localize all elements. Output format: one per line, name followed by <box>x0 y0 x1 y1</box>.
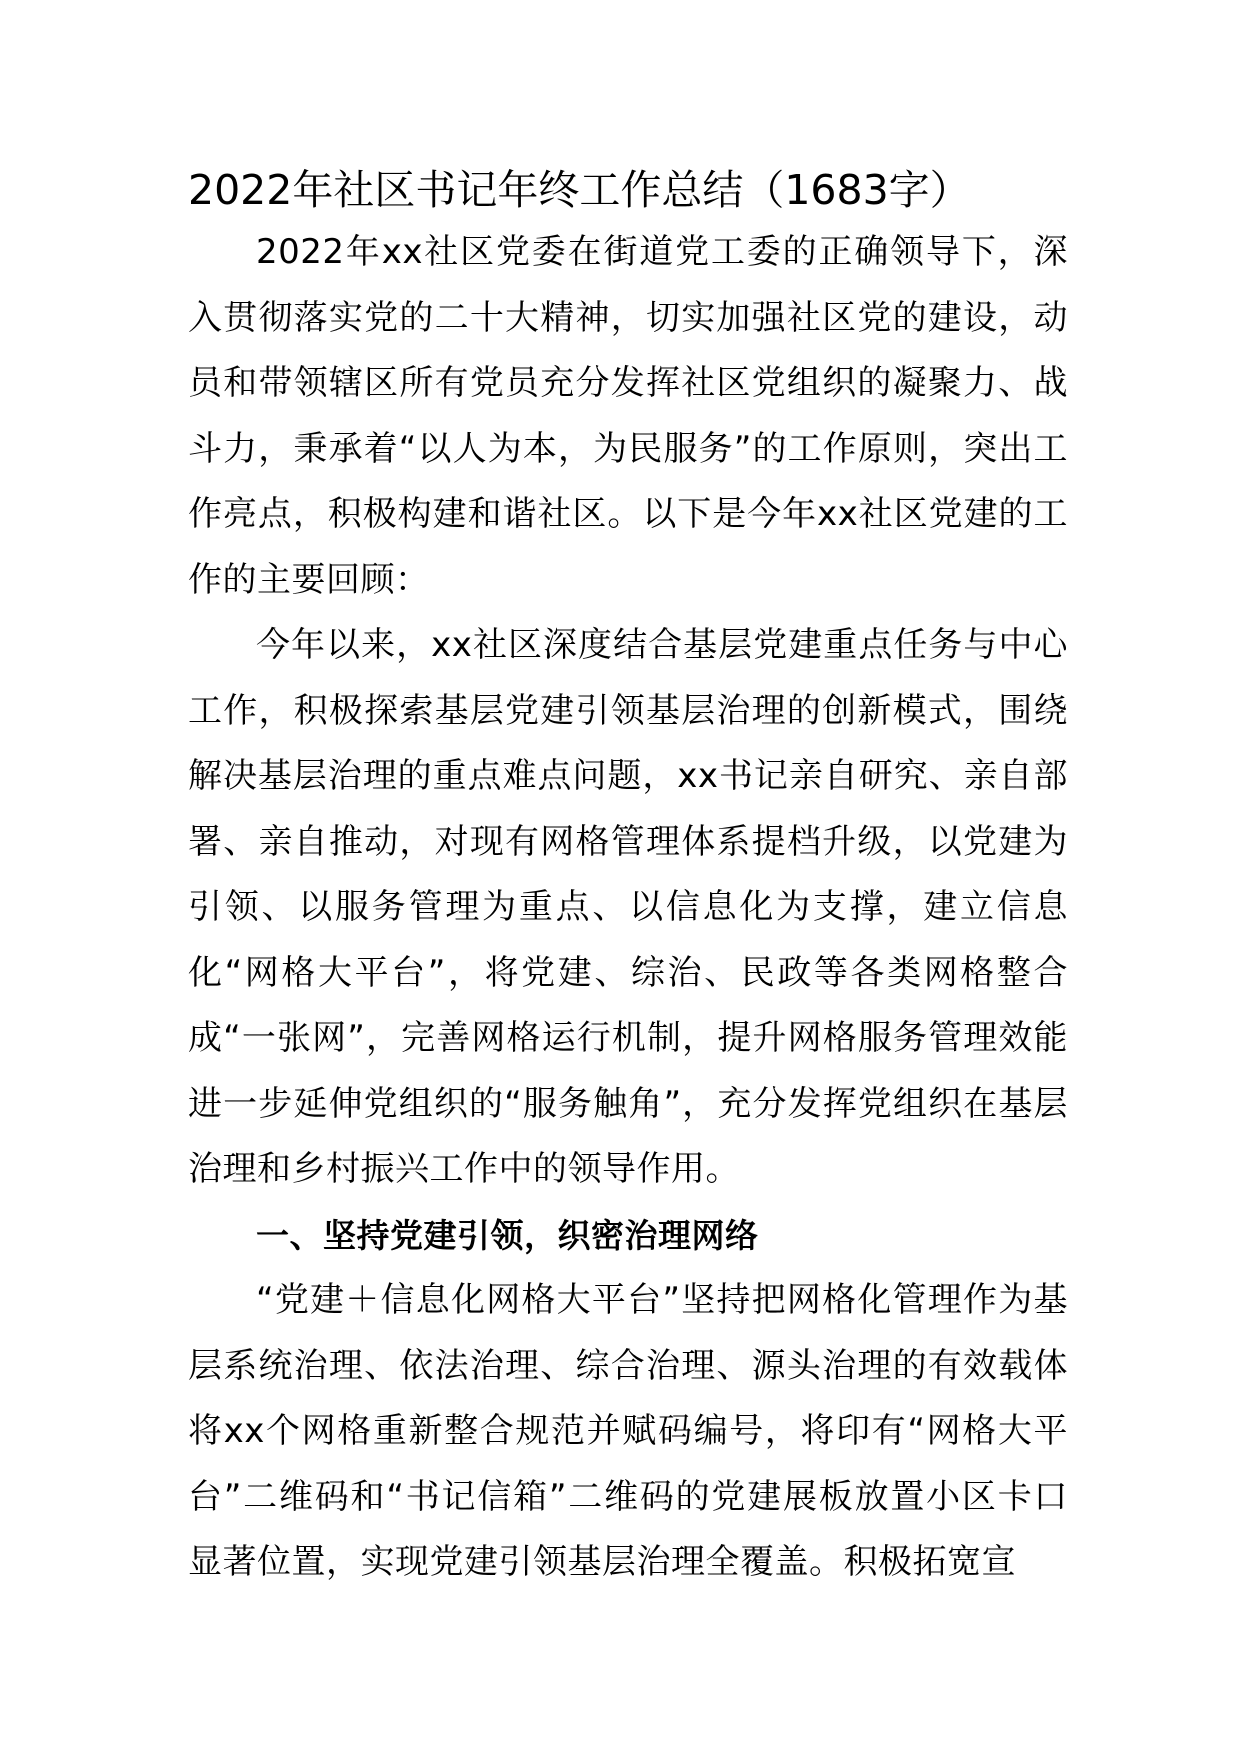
overview-paragraph: 今年以来，xx社区深度结合基层党建重点任务与中心工作，积极探索基层党建引领基层治理的创新模式，围绕解决基层治理的重点难点问题，xx书记亲自研究、亲自部署、亲自推动，对现有网格管理体系提档升级，以党建为引领、以服务管理为重点、以信息化为支撑，建立信息化“网格大平台”，将党建、综治、民政等各类网格整合成“一张网”，完善网格运行机制，提升网格服务管理效能进一步延伸党组织的“服务触角”，充分发挥党组织在基层治理和乡村振兴工作中的领导作用。 <box>188 625 1068 1189</box>
document-title: 2022年社区书记年终工作总结（1683字） <box>188 166 971 214</box>
section-heading: 一、坚持党建引领，织密治理网络 <box>256 1215 759 1255</box>
intro-paragraph: 2022年xx社区党委在街道党工委的正确领导下，深入贯彻落实党的二十大精神，切实加强社区党的建设，动员和带领辖区所有党员充分发挥社区党组织的凝聚力、战斗力，秉承着“以人为本，为民服务”的工作原则，突出工作亮点，积极构建和谐社区。以下是今年xx社区党建的工作的主要回顾： <box>188 232 1068 600</box>
section-paragraph: “党建＋信息化网格大平台”坚持把网格化管理作为基层系统治理、依法治理、综合治理、源头治理的有效载体将xx个网格重新整合规范并赋码编号，将印有“网格大平台”二维码和“书记信箱”二维码的党建展板放置小区卡口显著位置，实现党建引领基层治理全覆盖。积极拓宽宣 <box>188 1280 1068 1582</box>
document-body <box>188 160 1068 1596</box>
